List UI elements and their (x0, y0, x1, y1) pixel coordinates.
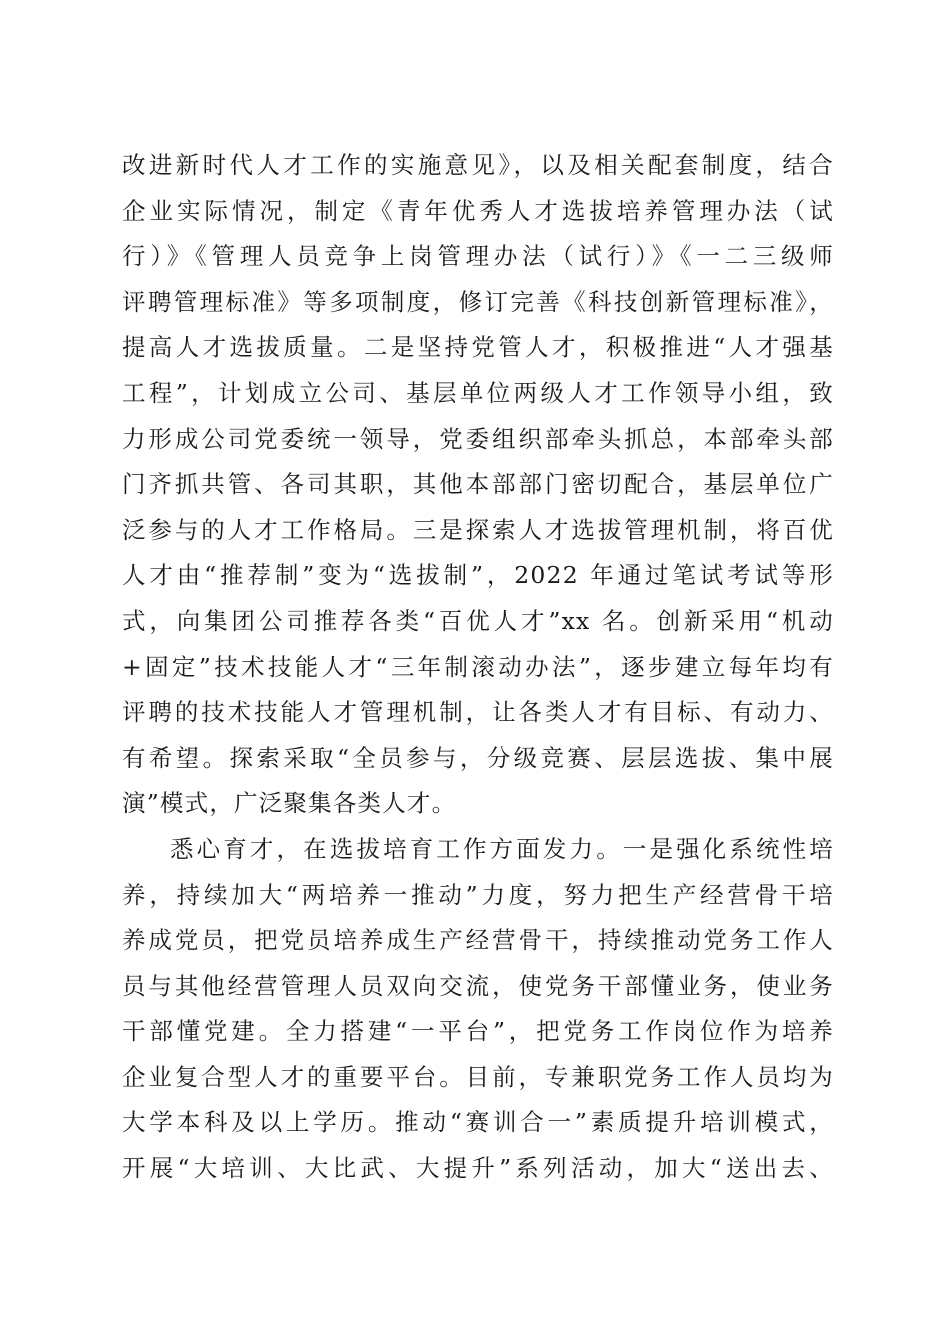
text-line: +固定”技术技能人才“三年制滚动办法”，逐步建立每年均有 (122, 652, 834, 681)
text-line: 评聘的技术技能人才管理机制，让各类人才有目标、有动力、 (122, 698, 834, 727)
text-line: 养，持续加大“两培养一推动”力度，努力把生产经营骨干培 (122, 880, 834, 909)
text-line: 工程”，计划成立公司、基层单位两级人才工作领导小组，致 (122, 378, 834, 407)
text-line: 养成党员，把党员培养成生产经营骨干，持续推动党务工作人 (122, 926, 834, 955)
text-line: 开展“大培训、大比武、大提升”系列活动，加大“送出去、 (122, 1154, 834, 1183)
text-line: 泛参与的人才工作格局。三是探索人才选拔管理机制，将百优 (122, 515, 834, 544)
text-line: 干部懂党建。全力搭建“一平台”，把党务工作岗位作为培养 (122, 1017, 834, 1046)
text-line: 悉心育才，在选拔培育工作方面发力。一是强化系统性培 (170, 834, 834, 863)
document-body (122, 143, 834, 1192)
text-line: 企业实际情况，制定《青年优秀人才选拔培养管理办法（试 (122, 196, 834, 225)
text-line: 改进新时代人才工作的实施意见》，以及相关配套制度，结合 (122, 151, 834, 179)
paragraph-2 (122, 827, 834, 1192)
text-line: 评聘管理标准》等多项制度，修订完善《科技创新管理标准》， (122, 287, 834, 316)
text-line: 大学本科及以上学历。推动“赛训合一”素质提升培训模式， (122, 1108, 834, 1137)
text-line: 企业复合型人才的重要平台。目前，专兼职党务工作人员均为 (122, 1062, 834, 1091)
text-line: 演”模式，广泛聚集各类人才。 (122, 789, 457, 818)
text-line: 员与其他经营管理人员双向交流，使党务干部懂业务，使业务 (122, 971, 834, 1000)
text-line: 有希望。探索采取“全员参与，分级竞赛、层层选拔、集中展 (122, 743, 834, 772)
text-line: 提高人才选拔质量。二是坚持党管人才，积极推进“人才强基 (122, 333, 834, 362)
text-line: 式，向集团公司推荐各类“百优人才”xx 名。创新采用“机动 (122, 606, 834, 635)
text-line: 力形成公司党委统一领导，党委组织部牵头抓总，本部牵头部 (122, 424, 834, 453)
text-line: 行）》《管理人员竞争上岗管理办法（试行）》《一二三级师 (122, 242, 834, 271)
text-line: 门齐抓共管、各司其职，其他本部部门密切配合，基层单位广 (122, 470, 834, 499)
paragraph-1 (122, 143, 834, 827)
text-line: 人才由“推荐制”变为“选拔制”，2022 年通过笔试考试等形 (122, 561, 834, 590)
